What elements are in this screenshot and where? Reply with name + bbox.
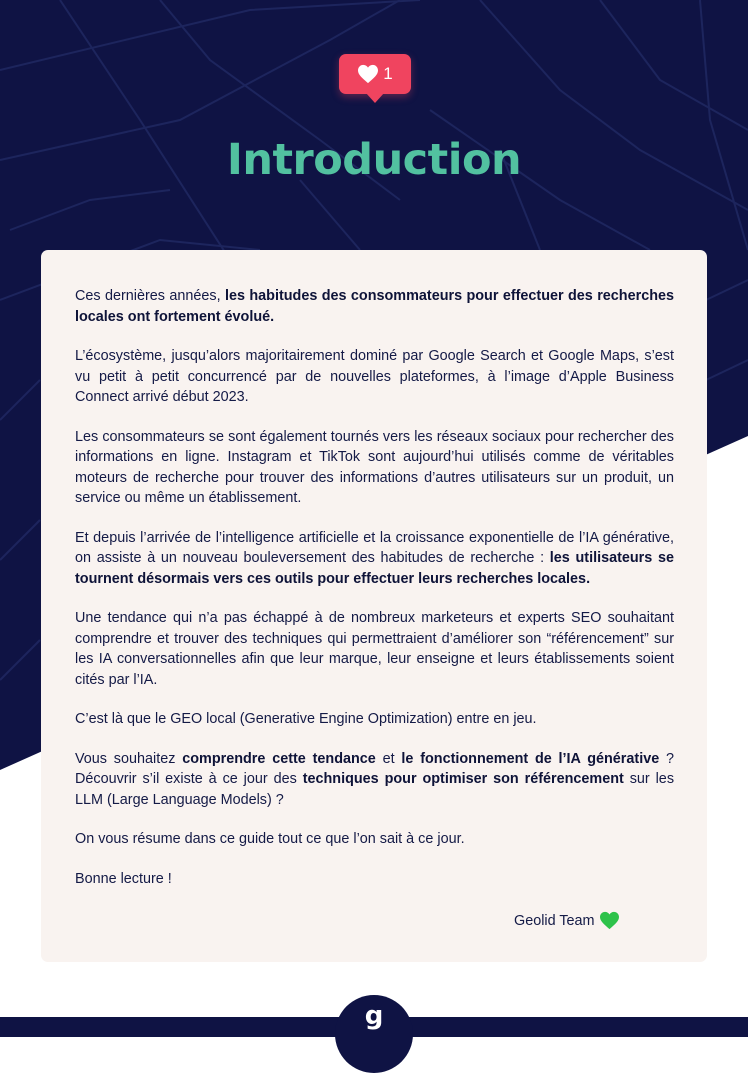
like-badge [339,54,411,94]
intro-card [41,250,707,962]
signature [514,911,620,930]
paragraph-7-text-3: ? Découvrir s’il existe à ce jour des [75,750,675,787]
paragraph-7-bold-3: techniques pour optimiser son référencement [302,771,624,787]
geolid-logo-icon [335,995,413,1073]
paragraph-9: Bonne lecture ! [75,870,172,887]
paragraph-7-text-4: sur les LLM (Large Language Models) ? [75,771,675,808]
paragraph-7 [75,749,674,811]
paragraph-4 [75,528,674,590]
paragraph-7-text-1: Vous souhaitez [75,750,183,767]
signature-text: Geolid Team [514,912,595,929]
paragraph-6: C’est là que le GEO local (Generative Engine Optimization) entre en jeu. [75,711,537,727]
green-heart-icon [599,911,620,930]
paragraph-7-text-2: et [375,750,402,767]
paragraph-3: Les consommateurs se sont également tournés vers les réseaux sociaux pour rechercher des informations en ligne. Instagram et TikTok sont aujourd’hui utilisés comme de véritables moteurs de recherche pour trouver des informations d’autres utilisateurs sur un produit, un service ou même un établissement. [75,428,674,506]
paragraph-2: L’écosystème, jusqu’alors majoritairement dominé par Google Search et Google Maps, s’est vu petit à petit concurrencé par de nouvelles plateformes, à l’image d’Apple Business Connect arrivé début 2023. [75,348,674,405]
paragraph-7-bold-2: le fonctionnement de l’IA générative [401,750,660,767]
paragraph-7-bold-1: comprendre cette tendance [182,750,376,767]
paragraph-4-bold: les utilisateurs se tournent désormais vers ces outils pour effectuer leurs recherches locales. [75,550,674,587]
page-title: Introduction [226,135,522,185]
heart-icon [357,64,379,84]
paragraph-8: On vous résume dans ce guide tout ce que l’on sait à ce jour. [75,831,465,847]
like-count: 1 [383,64,393,83]
page-title-wrapper [0,134,748,186]
paragraph-1-text: Ces dernières années, [75,288,225,304]
paragraph-1-bold: les habitudes des consommateurs pour effectuer des recherches locales ont fortement évolué. [75,288,675,325]
footer-logo-letter: g [364,1001,384,1031]
paragraph-4-text: Et depuis l’arrivée de l’intelligence artificielle et la croissance exponentielle de l’IA générative, on assiste à un nouveau bouleversement des habitudes de recherche : [75,529,674,566]
paragraph-5: Une tendance qui n’a pas échappé à de nombreux marketeurs et experts SEO souhaitant comprendre et trouver des techniques qui permettraient d’améliorer son “référencement” sur les IA conversationnelles afin que leur marque, leur enseigne et leurs établissements soient cités par l’IA. [75,610,674,688]
paragraph-1 [75,286,674,327]
